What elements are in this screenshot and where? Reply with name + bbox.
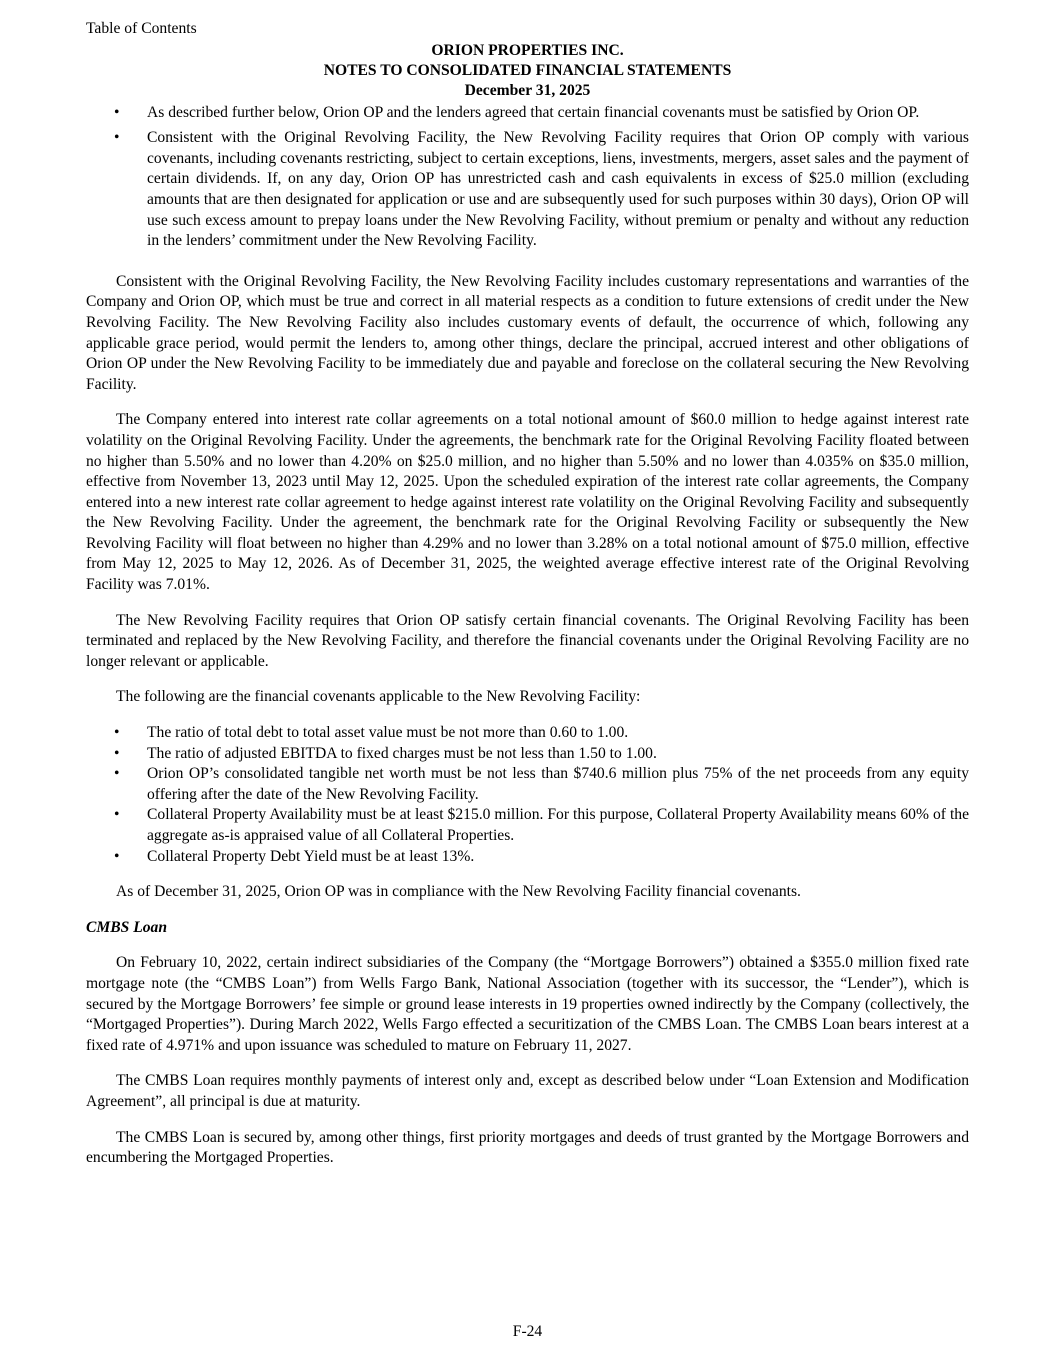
cmbs-loan-heading: CMBS Loan — [86, 918, 168, 936]
covenants-intro-paragraph: The following are the financial covenants applicable to the New Revolving Facility: — [116, 688, 641, 706]
list-item-text: As described further below, Orion OP and the lenders agreed that certain financial covenants must be satisfied by Orion OP. — [147, 103, 920, 121]
list-item — [86, 744, 969, 765]
statement-date: December 31, 2025 — [464, 81, 591, 99]
bullet-icon: • — [114, 806, 120, 824]
interest-rate-collar-paragraph: The Company entered into interest rate collar agreements on a total notional amount of $60.0 million to hedge against interest rate volatility on the Original Revolving Facility. Under the agreements, the benchmark rate for the Original Revolving Facility floated between no higher than 5.50% and no lower than 4.20% on $25.0 million, and no higher than 5.50% and no lower than 4.035% on $35.0 million, effective from November 13, 2023 until May 12, 2025. Upon the scheduled expiration of the interest rate collar agreements, the Company entered into a new interest rate collar agreement to hedge against interest rate volatility on the Original Revolving Facility and subsequently the New Revolving Facility. Under the agreement, the benchmark rate for the Original Revolving Facility or subsequently the New Revolving Facility will float between no higher than 4.29% and no lower than 3.28% on a total notional amount of $75.0 million, effective from May 12, 2025 to May 12, 2026. As of December 31, 2025, the weighted average effective interest rate of the Original Revolving Facility was 7.01%. — [86, 411, 969, 594]
representations-paragraph: Consistent with the Original Revolving Facility, the New Revolving Facility includes customary representations and warranties of the Company and Orion OP, which must be true and correct in all material respects as a condition to future extensions of credit under the New Revolving Facility. The New Revolving Facility also includes customary events of default, the occurrence of which, following any applicable grace period, would permit the lenders to, among other things, declare the principal, accrued interest and other obligations of Orion OP under the New Revolving Facility to be immediately due and payable and foreclose on the collateral securing the New Revolving Facility. — [86, 272, 969, 393]
list-item — [86, 764, 969, 805]
bullet-icon: • — [114, 744, 120, 762]
cmbs-security-paragraph: The CMBS Loan is secured by, among other things, first priority mortgages and deeds of trust granted by the Mortgage Borrowers and encumbering the Mortgaged Properties. — [86, 1128, 969, 1167]
bullet-icon: • — [114, 103, 120, 121]
company-name: ORION PROPERTIES INC. — [431, 41, 624, 59]
bullet-icon: • — [114, 765, 120, 783]
list-item — [86, 103, 969, 124]
financial-covenants-paragraph: The New Revolving Facility requires that Orion OP satisfy certain financial covenants. The Original Revolving Facility has been terminated and replaced by the New Revolving Facility, and therefore the financial covenants under the Original Revolving Facility are no longer relevant or applicable. — [86, 611, 969, 670]
cmbs-payments-paragraph: The CMBS Loan requires monthly payments of interest only and, except as described below under “Loan Extension and Modification Agreement”, all principal is due at maturity. — [86, 1072, 969, 1110]
list-item-text: Collateral Property Debt Yield must be at least 13%. — [147, 847, 475, 865]
bullet-icon: • — [114, 847, 120, 865]
list-item — [86, 128, 969, 252]
list-item-text: The ratio of total debt to total asset value must be not more than 0.60 to 1.00. — [147, 724, 629, 742]
table-of-contents-link[interactable]: Table of Contents — [86, 20, 197, 37]
list-item — [86, 723, 969, 744]
page-number: F-24 — [512, 1323, 543, 1340]
page-header — [86, 41, 969, 101]
list-item-text: Collateral Property Availability must be at least $215.0 million. For this purpose, Collateral Property Availability means 60% of the aggregate as-is appraised value of all Collateral Properties. — [147, 806, 969, 844]
list-item-text: Consistent with the Original Revolving Facility, the New Revolving Facility requires that Orion OP comply with various covenants, including covenants restricting, subject to certain exceptions, liens, investments, mergers, asset sales and the payment of certain dividends. If, on any day, Orion OP has unrestricted cash and cash equivalents in excess of $25.0 million (excluding amounts that are then designated for application or use and are subsequently used for such purposes within 30 days), Orion OP will use such excess amount to prepay loans under the New Revolving Facility, without premium or penalty and without any reduction in the lenders’ commitment under the New Revolving Facility. — [147, 129, 969, 250]
bullet-icon: • — [114, 129, 120, 147]
list-item — [86, 847, 969, 868]
compliance-paragraph: As of December 31, 2025, Orion OP was in compliance with the New Revolving Facility financial covenants. — [116, 883, 801, 901]
bullet-icon: • — [114, 724, 120, 742]
statement-title: NOTES TO CONSOLIDATED FINANCIAL STATEMENTS — [323, 61, 732, 79]
facility-terms-list — [86, 103, 969, 252]
cmbs-origination-paragraph: On February 10, 2022, certain indirect subsidiaries of the Company (the “Mortgage Borrowers”) obtained a $355.0 million fixed rate mortgage note (the “CMBS Loan”) from Wells Fargo Bank, National Association (together with its successor, the “Lender”), which is secured by the Mortgage Borrowers’ fee simple or ground lease interests in 19 properties owned indirectly by the Company (collectively, the “Mortgaged Properties”). During March 2022, Wells Fargo effected a securitization of the CMBS Loan. The CMBS Loan bears interest at a fixed rate of 4.971% and upon issuance was scheduled to mature on February 11, 2027. — [86, 954, 969, 1054]
list-item-text: Orion OP’s consolidated tangible net worth must be not less than $740.6 million plus 75% of the net proceeds from any equity offering after the date of the New Revolving Facility. — [147, 765, 969, 803]
document-page — [86, 19, 969, 1169]
list-item-text: The ratio of adjusted EBITDA to fixed charges must be not less than 1.50 to 1.00. — [147, 744, 657, 762]
list-item — [86, 805, 969, 846]
covenants-list — [86, 723, 969, 867]
